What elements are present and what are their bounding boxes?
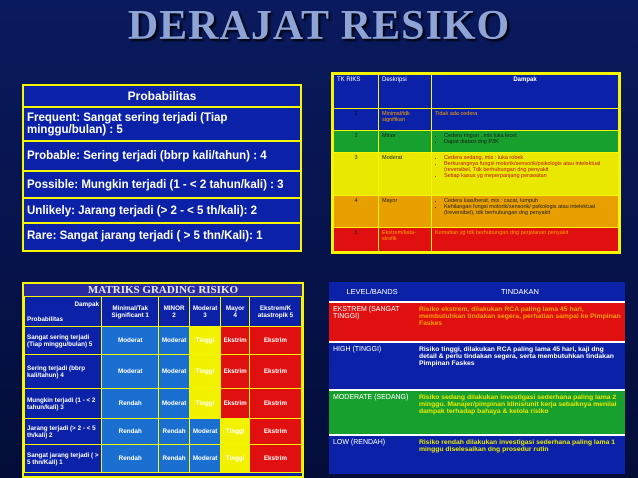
matrix-row-label: Sangat jarang terjadi ( > 5 thn/Kali) 1 (25, 445, 102, 473)
impact-detail: • Cedera luas/berat, mis : cacat, lumpuh • Kehilangan fungsi motorik/sensorik/ psikologis atau intelektual (Ireversibel), tdk berhubungan dng penyakit (432, 195, 619, 227)
impact-row (334, 131, 619, 153)
action-text: Risiko rendah dilakukan investigasi sederhana paling lama 1 minggu diselesaikan dng prosedur rutin (419, 439, 616, 453)
impact-level: 5 (334, 227, 379, 251)
action-level: MODERATE (SEDANG) (333, 394, 409, 401)
matrix-cell: Ekstrim (249, 355, 301, 389)
risk-matrix (22, 282, 304, 478)
action-text: Risiko sedang dilakukan investigasi sederhana paling lama 2 minggu. Manajer/pimpinan klinis/unit kerja sebaiknya menilai dampak terhadap bahaya & kelola risiko (419, 394, 617, 415)
matrix-cell: Ekstrim (221, 355, 249, 389)
matrix-cell: Moderat (102, 355, 159, 389)
action-row (329, 434, 625, 474)
matrix-col-header: Mayor 4 (221, 297, 249, 327)
action-text: Risiko tinggi, dilakukan RCA paling lama 45 hari, kaji dng detail & perlu tindakan segera, serta membutuhkan tindakan Pimpinan Faskes (419, 346, 614, 367)
impact-row (334, 227, 619, 251)
action-col-tindakan: TINDAKAN (501, 287, 539, 296)
matrix-cell: Moderat (159, 389, 189, 419)
matrix-cell: Tinggi (189, 355, 221, 389)
impact-detail: • Cedera ringan , mis luka lecet • Dapat diatasi dng P3K (432, 131, 619, 153)
matrix-cell: Moderat (159, 355, 189, 389)
impact-row (334, 195, 619, 227)
probability-row: Probable: Sering terjadi (bbrp kali/tahun) : 4 (24, 142, 300, 172)
matrix-cell: Ekstrim (249, 327, 301, 355)
matrix-title: MATRIKS GRADING RISIKO (24, 284, 302, 296)
matrix-cell: Ekstrim (249, 419, 301, 445)
matrix-cell: Moderat (159, 327, 189, 355)
impact-row (334, 109, 619, 131)
impact-detail: Kematian yg tdk berhubungan dng perjalanan penyakit (432, 227, 619, 251)
probability-header: Probabilitas (24, 86, 300, 108)
action-level: EKSTREM (SANGAT TINGGI) (333, 306, 400, 320)
matrix-cell: Rendah (102, 389, 159, 419)
impact-detail: Tidak ada cedera (432, 109, 619, 131)
action-text: Risiko ekstrem, dilakukan RCA paling lama 45 hari, membutuhkan tindakan segera, perhatian sampai ke Pimpinan Faskes (419, 306, 621, 327)
impact-row (334, 153, 619, 195)
matrix-cell: Tinggi (189, 327, 221, 355)
action-level: LOW (RENDAH) (333, 439, 386, 446)
matrix-cell: Tinggi (221, 445, 249, 473)
matrix-cell: Ekstrim (249, 389, 301, 419)
probability-row: Unlikely: Jarang terjadi (> 2 - < 5 th/kali): 2 (24, 199, 300, 224)
matrix-corner: Dampak Probabilitas (25, 297, 102, 327)
impact-col-desc: Deskripsi (379, 75, 432, 109)
matrix-row-label: Jarang terjadi (> 2 - < 5 th/kali) 2 (25, 419, 102, 445)
matrix-col-header: Moderat 3 (189, 297, 221, 327)
impact-level: 4 (334, 195, 379, 227)
matrix-cell: Moderat (189, 445, 221, 473)
matrix-cell: Rendah (102, 445, 159, 473)
impact-level: 3 (334, 153, 379, 195)
impact-desc: Moderat (379, 153, 432, 195)
impact-desc: Minimal/tdk signifikan (379, 109, 432, 131)
impact-desc: Ekstrem/kata- strofik (379, 227, 432, 251)
action-row (329, 389, 625, 434)
impact-desc: Minor (379, 131, 432, 153)
probability-row: Frequent: Sangat sering terjadi (Tiap minggu/bulan) : 5 (24, 108, 300, 142)
impact-level: 1 (334, 109, 379, 131)
action-row (329, 301, 625, 341)
matrix-cell: Rendah (159, 419, 189, 445)
matrix-cell: Tinggi (221, 419, 249, 445)
matrix-row-label: Sering terjadi (bbrp kali/tahun) 4 (25, 355, 102, 389)
matrix-cell: Ekstrim (221, 389, 249, 419)
matrix-col-header: MINOR 2 (159, 297, 189, 327)
matrix-cell: Ekstrim (249, 445, 301, 473)
impact-table (331, 72, 621, 254)
matrix-row-label: Sangat sering terjadi (Tiap minggu/bulan) 5 (25, 327, 102, 355)
probability-row: Rare: Sangat jarang terjadi ( > 5 thn/Kali): 1 (27, 230, 263, 242)
matrix-col-header: Minimal/Tak Significant 1 (102, 297, 159, 327)
probability-table (22, 84, 302, 252)
impact-header: Dampak (432, 75, 619, 109)
matrix-row-label: Mungkin terjadi (1 - < 2 tahun/kali) 3 (25, 389, 102, 419)
impact-detail: • Cedera sedang, mis : luka robek • Berkurangnya fungsi motorik/sensorik/psikologis atau intelektual (reversibel, Tdk berhubungan dng penyakit • Setiap kasus yg meperpanjang perawatan (432, 153, 619, 195)
matrix-cell: Ekstrim (221, 327, 249, 355)
page-title: DERAJAT RESIKO (127, 3, 511, 49)
impact-desc: Mayor (379, 195, 432, 227)
matrix-cell: Moderat (189, 419, 221, 445)
probability-row: Possible: Mungkin terjadi (1 - < 2 tahun/kali) : 3 (24, 172, 300, 199)
matrix-cell: Rendah (102, 419, 159, 445)
action-row (329, 341, 625, 389)
action-table (329, 282, 625, 474)
impact-level: 2 (334, 131, 379, 153)
action-col-level: LEVEL/BANDS (346, 287, 398, 296)
action-level: HIGH (TINGGI) (333, 346, 382, 353)
matrix-cell: Moderat (102, 327, 159, 355)
matrix-cell: Rendah (159, 445, 189, 473)
matrix-cell: Tinggi (189, 389, 221, 419)
matrix-col-header: Ekstrem/K atastropik 5 (249, 297, 301, 327)
impact-col-level: TK RIKS (334, 75, 379, 109)
